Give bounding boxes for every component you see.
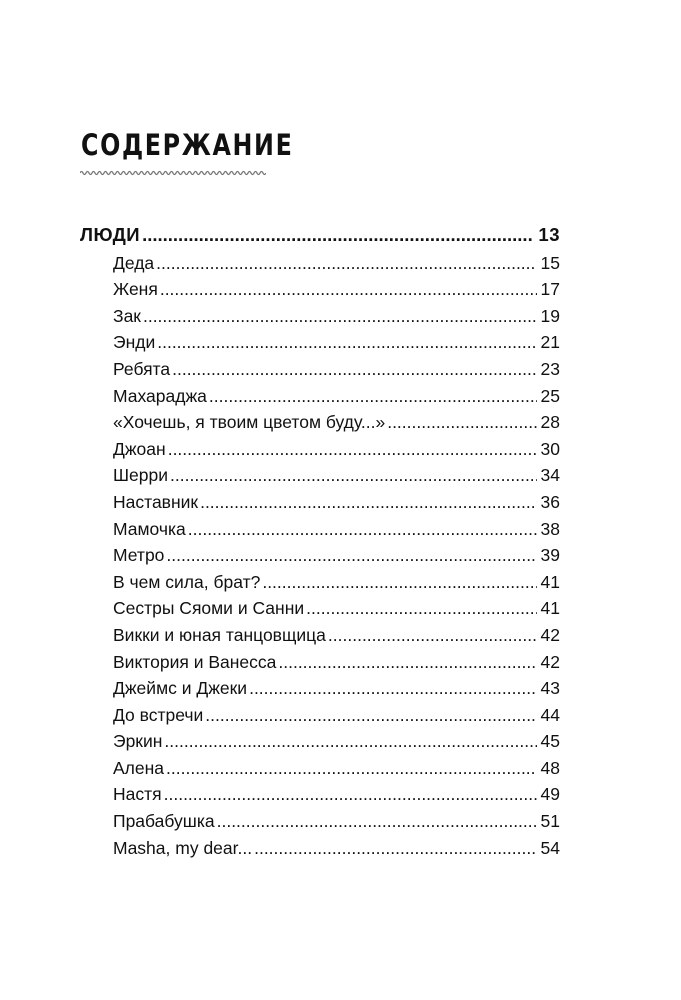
toc-dot-leader [157, 332, 536, 353]
toc-entry-page-number: 48 [540, 757, 560, 778]
toc-entry[interactable] [80, 412, 560, 439]
toc-dot-leader [143, 306, 537, 327]
toc-entry-page-number: 21 [540, 332, 560, 353]
toc-dot-leader [387, 412, 536, 433]
toc-dot-leader [200, 492, 536, 513]
toc-entry[interactable] [80, 306, 560, 333]
toc-entry-page-number: 42 [540, 624, 560, 645]
toc-entry[interactable] [80, 492, 560, 519]
toc-entry[interactable] [80, 838, 560, 865]
toc-entry[interactable] [80, 465, 560, 492]
toc-dot-leader [262, 572, 536, 593]
toc-entry-page-number: 34 [540, 465, 560, 486]
toc-entry-page-number: 28 [540, 412, 560, 433]
toc-dot-leader [188, 519, 537, 540]
toc-entry-page-number: 30 [540, 438, 560, 459]
toc-entry-title: Зак [113, 305, 141, 326]
toc-entry-page-number: 25 [540, 385, 560, 406]
toc-entry-page-number: 15 [540, 252, 560, 273]
toc-entry-title: Мамочка [113, 518, 186, 539]
toc-entry-title: Сестры Сяоми и Санни [113, 598, 305, 619]
toc-entry[interactable] [80, 598, 560, 625]
toc-entry-page-number: 39 [540, 545, 560, 566]
toc-entry-title: Джеймс и Джеки [113, 678, 248, 699]
toc-dot-leader [328, 625, 537, 646]
toc-dot-leader [160, 279, 537, 300]
toc-entry-page-number: 17 [540, 279, 560, 300]
toc-entry-title: Наставник [113, 491, 199, 512]
toc-entry-page-number: 38 [540, 518, 560, 539]
toc-entry-page-number: 36 [540, 491, 560, 512]
toc-entry[interactable] [80, 572, 560, 599]
toc-dot-leader [164, 731, 536, 752]
toc-entry[interactable] [80, 439, 560, 466]
toc-entry-title: Махараджа [113, 385, 207, 406]
toc-entry-title: Энди [113, 332, 156, 353]
page-title: СОДЕРЖАНИЕ [81, 128, 294, 162]
toc-entry-title: Женя [113, 279, 158, 300]
toc-section-title: ЛЮДИ [80, 224, 141, 245]
toc-entry-title: Прабабушка [113, 811, 215, 832]
toc-entry-page-number: 42 [540, 651, 560, 672]
toc-entry-page-number: 43 [540, 678, 560, 699]
toc-section-page-number: 13 [538, 224, 560, 245]
toc-entry[interactable] [80, 332, 560, 359]
toc-entry[interactable] [80, 545, 560, 572]
toc-entry-title: В чем сила, брат? [113, 571, 261, 592]
toc-entry[interactable] [80, 758, 560, 785]
toc-section-entry[interactable] [80, 224, 560, 251]
toc-entry-page-number: 45 [540, 731, 560, 752]
toc-entry[interactable] [80, 652, 560, 679]
toc-entry[interactable] [80, 705, 560, 732]
toc-entry[interactable] [80, 731, 560, 758]
toc-dot-leader [254, 838, 536, 859]
toc-entry-title: Метро [113, 545, 165, 566]
toc-dot-leader [217, 811, 537, 832]
toc-entry[interactable] [80, 678, 560, 705]
toc-entry-title: Эркин [113, 731, 163, 752]
toc-dot-leader [166, 545, 536, 566]
toc-dot-leader [142, 224, 534, 246]
toc-entry[interactable] [80, 386, 560, 413]
toc-entry-title: Виктория и Ванесса [113, 651, 277, 672]
toc-entry-title: Деда [113, 252, 155, 273]
toc-entry-title: Джоан [113, 438, 166, 459]
toc-entry-title: Masha, my dear... [113, 837, 253, 858]
toc-dot-leader [209, 386, 537, 407]
toc-dot-leader [306, 598, 536, 619]
toc-entry[interactable] [80, 625, 560, 652]
toc-dot-leader [205, 705, 536, 726]
toc-entry-page-number: 23 [540, 358, 560, 379]
toc-entry-page-number: 41 [540, 598, 560, 619]
toc-entry-title: Ребята [113, 358, 171, 379]
toc-entry[interactable] [80, 811, 560, 838]
toc-dot-leader [170, 465, 537, 486]
toc-entry[interactable] [80, 279, 560, 306]
toc-dot-leader [249, 678, 536, 699]
toc-dot-leader [278, 652, 536, 673]
toc-entry-page-number: 41 [540, 571, 560, 592]
toc-dot-leader [156, 253, 536, 274]
toc-dot-leader [168, 439, 537, 460]
toc-entry-page-number: 44 [540, 704, 560, 725]
toc-entry[interactable] [80, 519, 560, 546]
toc-entry[interactable] [80, 359, 560, 386]
toc-entry[interactable] [80, 784, 560, 811]
wavy-underline-decoration [80, 168, 266, 178]
toc-entry-page-number: 49 [540, 784, 560, 805]
toc-entry-title: Шерри [113, 465, 169, 486]
toc-entry-title: До встречи [113, 704, 204, 725]
toc-entry[interactable] [80, 253, 560, 280]
table-of-contents [80, 224, 560, 864]
toc-entry-title: Алена [113, 757, 165, 778]
toc-entry-title: Настя [113, 784, 162, 805]
toc-entry-title: Викки и юная танцовщица [113, 624, 326, 645]
toc-entry-page-number: 19 [540, 305, 560, 326]
toc-dot-leader [172, 359, 536, 380]
toc-entry-title: «Хочешь, я твоим цветом буду...» [113, 412, 386, 433]
toc-dot-leader [164, 784, 537, 805]
toc-entry-page-number: 51 [540, 811, 560, 832]
toc-entry-page-number: 54 [540, 837, 560, 858]
toc-dot-leader [166, 758, 537, 779]
